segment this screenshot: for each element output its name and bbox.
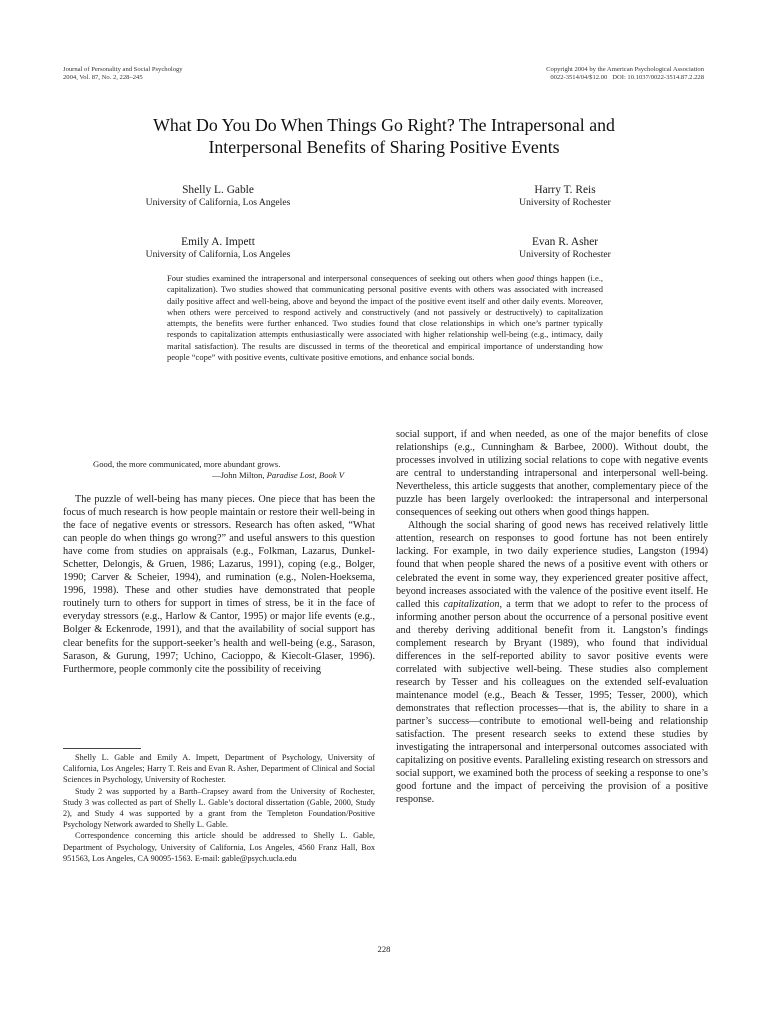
doi-line: 0022-3514/04/$12.00 DOI: 10.1037/0022-3514.87.2.228: [550, 74, 704, 81]
epigraph: [93, 459, 353, 481]
paragraph-text-rest: , a term that we adopt to refer to the process of informing another person about the occurrence of a personal positive event and thereby deriving additional benefit from it. Langston’s findings complement research by Bryant (1989), who found that individual differences in the self-reported ability to savor positive events were correlated with subjective well-being. These studies also complement research by Tesser and his colleagues on the extended self-evaluation maintenance model (e.g., Beach & Tesser, 1995; Tesser, 2000), which demonstrates that reflection processes—that is, the ability to share in a partner’s success—contribute to emotional well-being and relationship satisfaction. The present research seeks to extend these studies by investigating the intrapersonal and interpersonal outcomes associated with capitalizing on positive events. Paralleling existing research on stressors and social support, we examined both the process of seeking a response to one’s good fortune and the impact of perceiving the provision of a positive response.: [396, 598, 708, 806]
author-block-1: [108, 184, 328, 209]
body-paragraph: [396, 519, 708, 806]
author-block-4: [470, 236, 660, 261]
author-name: Evan R. Asher: [531, 236, 599, 248]
author-affiliation: University of California, Los Angeles: [145, 249, 291, 260]
author-notes: [63, 752, 375, 864]
footnote-correspondence: Correspondence concerning this article should be addressed to Shelly L. Gable, Department of Psychology, University of California, Los Angeles, 4560 Franz Hall, Box 951563, Los Angeles, CA 90095-1563. E-mail: gable@psych.ucla.edu: [63, 831, 375, 863]
author-affiliation: University of Rochester: [519, 249, 611, 260]
article-title: [60, 114, 708, 158]
author-name: Emily A. Impett: [181, 236, 255, 248]
body-column-right: [396, 428, 708, 806]
copyright-notice: Copyright 2004 by the American Psychological Association: [546, 66, 704, 73]
author-block-2: [470, 184, 660, 209]
body-paragraph: The puzzle of well-being has many pieces. One piece that has been the focus of much research is how people maintain or restore their well-being in the face of negative events or stressors. Research has often asked, “What can people do when things go wrong?” and useful answers to this question have come from studies on appraisals (e.g., Folkman, Lazarus, Dunkel-Schetter, Delongis, & Gruen, 1986; Lazarus, 1991), coping (e.g., Bolger, 1990; Carver & Scheier, 1994), and rumination (e.g., Nolen-Hoeksema, 1996, 1998). These and other studies have demonstrated that people routinely turn to others for support in times of stress, be it in the face of everyday stressors (e.g., Harlow & Cantor, 1995) or major life events (e.g., Bolger & Eckenrode, 1991), and that the availability of social support has clear benefits for the support-seeker’s health and well-being (e.g., Sarason, Sarason, & Gurung, 1997; Uchino, Cacioppo, & Kiecolt-Glaser, 1996). Furthermore, people commonly cite the possibility of receiving: [63, 494, 375, 675]
author-block-3: [108, 236, 328, 261]
journal-name: Journal of Personality and Social Psychology: [63, 66, 183, 73]
journal-header: [63, 66, 183, 82]
epigraph-attribution: [93, 470, 353, 481]
author-affiliation: University of California, Los Angeles: [145, 197, 291, 208]
epigraph-quote: Good, the more communicated, more abundant grows.: [93, 459, 281, 469]
body-column-left: [63, 493, 375, 676]
title-line-2: Interpersonal Benefits of Sharing Positive Events: [208, 137, 560, 157]
abstract-emphasis: good: [517, 273, 534, 283]
abstract-text-rest: things happen (i.e., capitalization). Two studies showed that communicating personal positive events with others was associated with increased daily positive affect and well-being, above and beyond the impact of the positive event itself and other daily events. Moreover, when others were perceived to respond actively and constructively (and not passively or destructively) to capitalization attempts, the benefits were further enhanced. Two studies found that close relationships in which one’s partner typically responds to capitalization attempts enthusiastically were associated with higher relationship well-being (e.g., intimacy, daily marital satisfaction). The results are discussed in terms of the theoretical and empirical importance of understanding how people “cope” with positive events, cultivate positive emotions, and enhance social bonds.: [167, 273, 603, 363]
paragraph-text-start: Although the social sharing of good news has received relatively little attention, research on responses to good fortune has not been entirely lacking. For example, in two daily experience studies, Langston (1994) found that when people shared the news of a positive event with others or celebrated the event in some way, they experienced greater positive affect, beyond increases associated with the valence of the positive event itself. He called this: [396, 520, 708, 610]
footnote-affiliations: Shelly L. Gable and Emily A. Impett, Department of Psychology, University of California, Los Angeles; Harry T. Reis and Evan R. Asher, Department of Clinical and Social Sciences in Psychology, University of Rochester.: [63, 753, 375, 785]
copyright-header: [546, 66, 704, 82]
term-capitalization: capitalization: [443, 598, 500, 610]
footnote-funding: Study 2 was supported by a Barth–Crapsey award from the University of Rochester, Study 3 was collected as part of Shelly L. Gable’s doctoral dissertation (Gable, 2000, Study 2), and Study 4 was supported by a grant from the Templeton Foundation/Positive Psychology Network awarded to Shelly L. Gable.: [63, 786, 375, 830]
author-name: Harry T. Reis: [534, 184, 596, 196]
journal-volume: 2004, Vol. 87, No. 2, 228–245: [63, 74, 143, 81]
author-affiliation: University of Rochester: [519, 197, 611, 208]
body-paragraph: social support, if and when needed, as one of the major benefits of close relationships (e.g., Cunningham & Barbee, 2000). Without doubt, the processes involved in utilizing social relations to cope with negative events are central to understanding intrapersonal and interpersonal well-being. Nevertheless, this article suggests that another, complementary piece of the puzzle has been largely overlooked: the intrapersonal and interpersonal consequences of seeking out others when good things happen.: [396, 429, 708, 519]
page-number: 228: [377, 944, 391, 954]
abstract-text-start: Four studies examined the intrapersonal and interpersonal consequences of seeking out others when: [167, 273, 517, 283]
epigraph-author: —John Milton,: [211, 470, 267, 480]
footnote-divider: [63, 748, 141, 749]
epigraph-work: Paradise Lost, Book V: [266, 470, 344, 480]
title-line-1: What Do You Do When Things Go Right? The Intrapersonal and: [153, 115, 615, 135]
abstract: [167, 273, 603, 363]
author-name: Shelly L. Gable: [182, 184, 254, 196]
